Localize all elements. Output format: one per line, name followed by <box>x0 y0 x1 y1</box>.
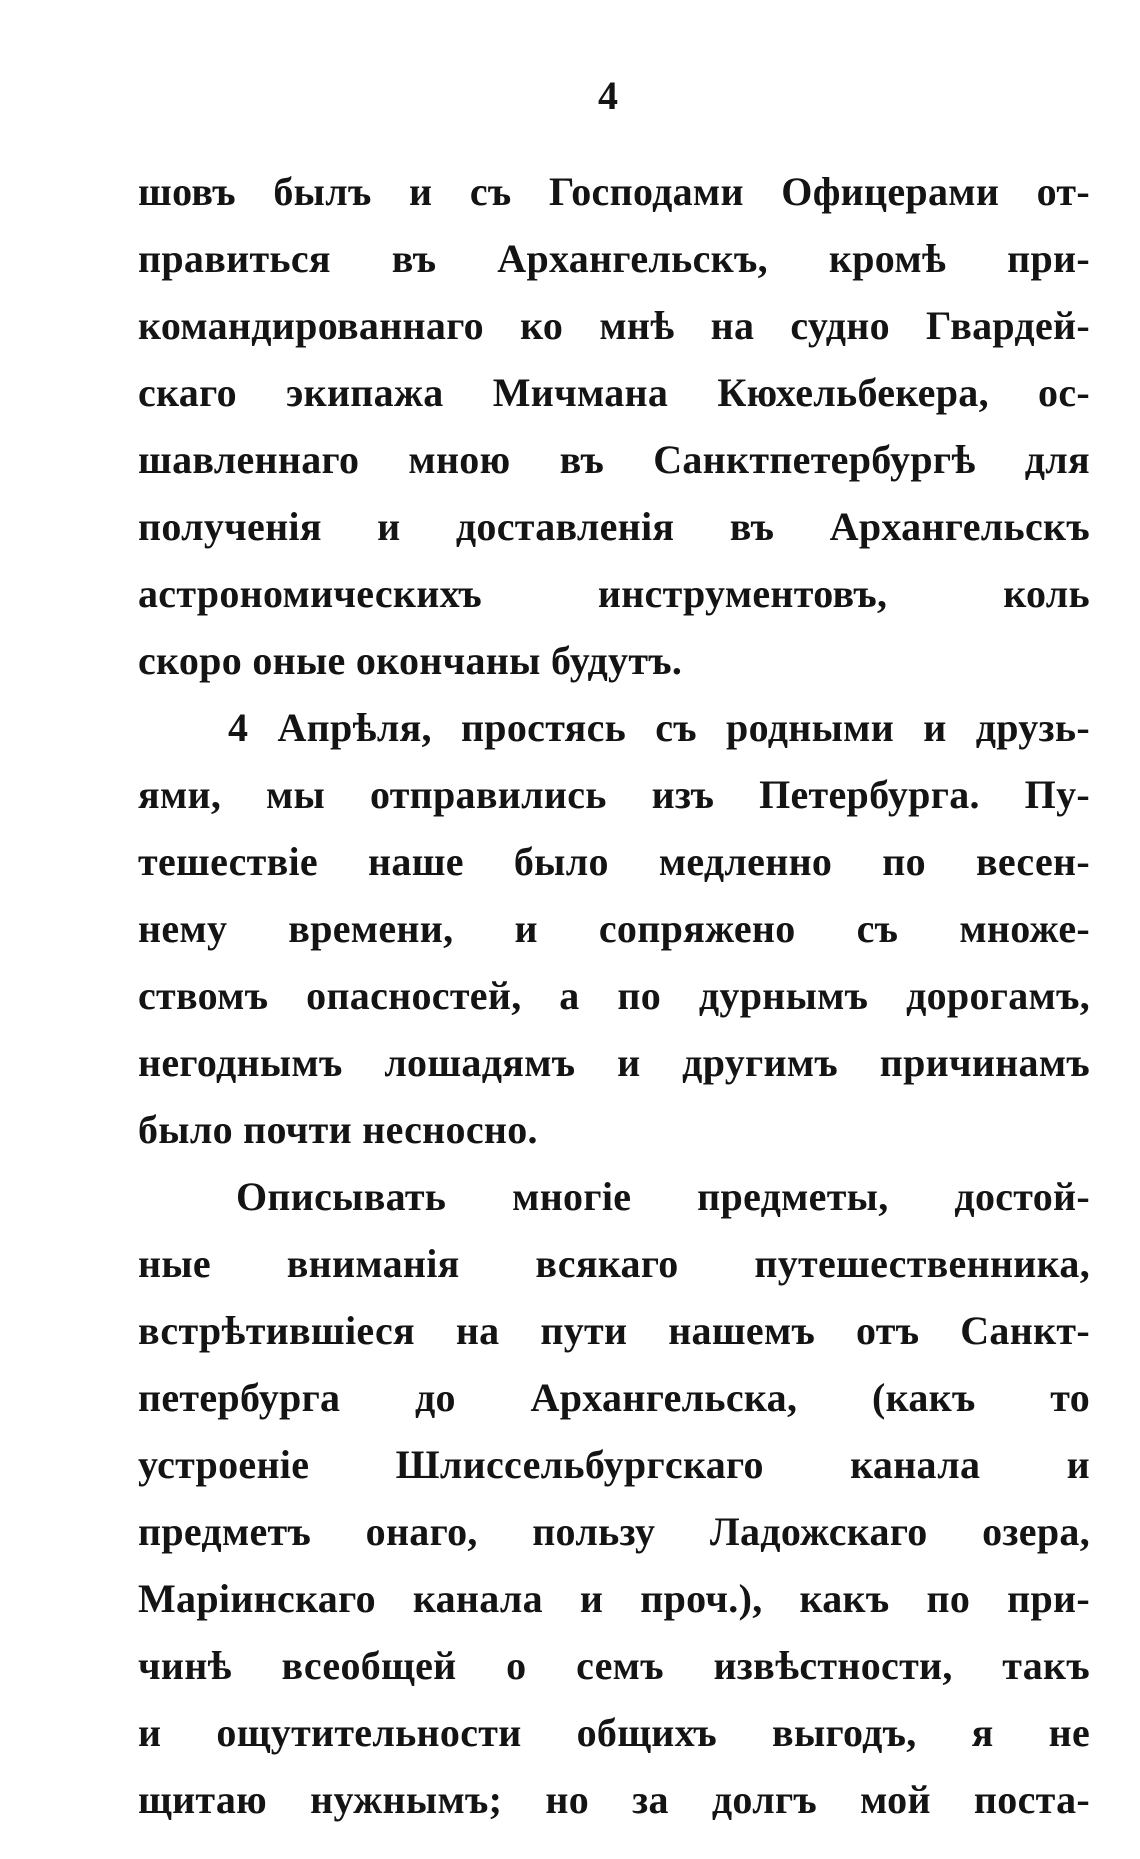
text-line: чинѣ всеобщей о семъ извѣстности, такъ <box>138 1643 1090 1688</box>
text-line: устроеніе Шлиссельбургскаго канала и <box>138 1442 1090 1487</box>
text-line: и ощутительности общихъ выгодъ, я не <box>138 1710 1090 1755</box>
text-line: правиться въ Архангельскъ, кромѣ при- <box>138 236 1090 281</box>
text-line: щитаю нужнымъ; но за долгъ мой поста- <box>138 1777 1090 1822</box>
text-line: предметъ онаго, пользу Ладожскаго озера, <box>138 1509 1090 1554</box>
text-line: ные вниманія всякаго путешественника, <box>138 1241 1090 1286</box>
text-line: Описывать многіе предметы, достой- <box>236 1174 1090 1219</box>
text-line: шовъ былъ и съ Господами Офицерами от- <box>138 169 1090 214</box>
text-line: встрѣтившіеся на пути нашемъ отъ Санкт- <box>138 1308 1090 1353</box>
text-line: ями, мы отправились изъ Петербурга. Пу- <box>138 772 1090 817</box>
text-line: негоднымъ лошадямъ и другимъ причинамъ <box>138 1040 1090 1085</box>
text-line: 4 Апрѣля, простясь съ родными и друзь- <box>228 705 1090 750</box>
text-line: полученія и доставленія въ Архангельскъ <box>138 504 1090 549</box>
page-number: 4 <box>598 73 618 118</box>
text-line: скаго экипажа Мичмана Кюхельбекера, ос- <box>138 370 1090 415</box>
text-line: шавленнаго мною въ Санктпетербургѣ для <box>138 437 1090 482</box>
text-line: ствомъ опасностей, а по дурнымъ дорогамъ, <box>138 973 1090 1018</box>
body-text <box>138 158 1090 1833</box>
text-line: нему времени, и сопряжено съ множе- <box>138 906 1090 951</box>
text-line: командированнаго ко мнѣ на судно Гвардей- <box>138 303 1090 348</box>
text-line: скоро оные окончаны будутъ. <box>138 638 683 683</box>
text-line: петербурга до Архангельска, (какъ то <box>138 1375 1090 1420</box>
text-line: астрономическихъ инструментовъ, коль <box>138 571 1090 616</box>
text-line: было почти несносно. <box>138 1107 538 1152</box>
text-line: Маріинскаго канала и проч.), какъ по при- <box>138 1576 1090 1621</box>
text-line: тешествіе наше было медленно по весен- <box>138 839 1090 884</box>
